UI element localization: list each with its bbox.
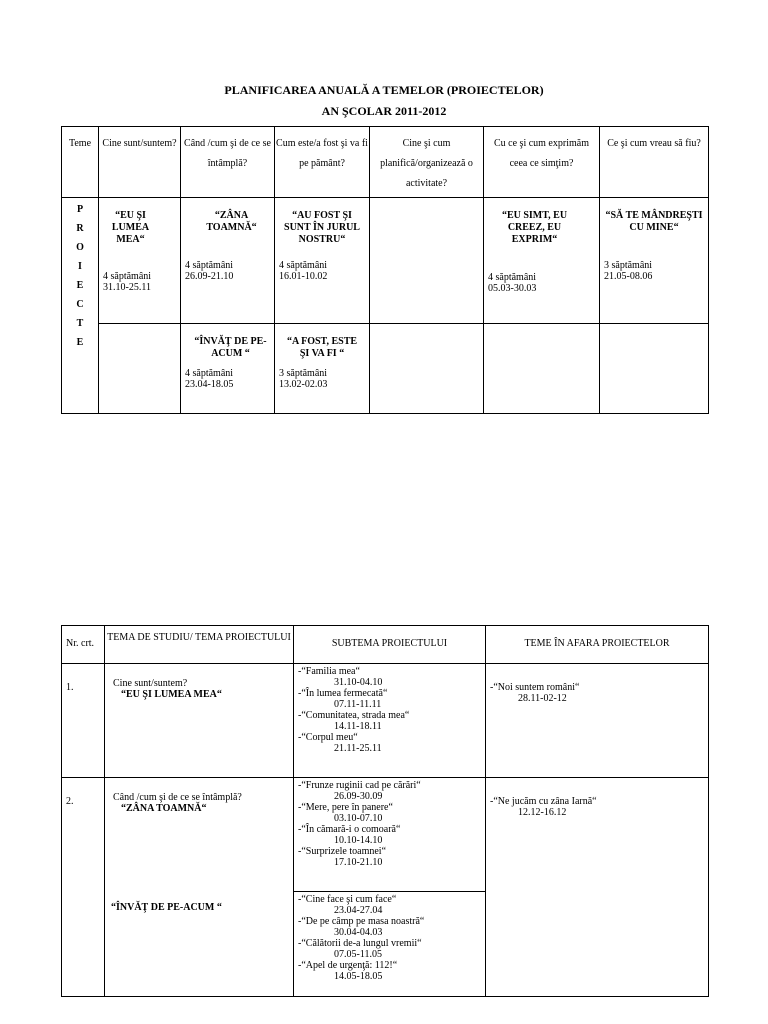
- project-dates: 26.09-21.10: [185, 271, 234, 282]
- subtheme-cell: [294, 892, 486, 997]
- project-dates: 23.04-18.05: [185, 379, 234, 390]
- project-cell: [181, 198, 275, 324]
- row-number: 1.: [62, 664, 105, 778]
- project-duration: 3 săptămâni: [279, 368, 328, 379]
- project-dates: 21.05-08.06: [604, 271, 653, 282]
- subtheme-item: -“În cămară-i o comoară“: [298, 824, 401, 835]
- subtheme-dates: 21.11-25.11: [334, 743, 382, 754]
- project-title: “ZÂNA TOAMNĂ“: [206, 210, 257, 233]
- project-dates: 31.10-25.11: [103, 282, 151, 293]
- project-duration: 4 săptămâni: [488, 272, 537, 283]
- table-header-row: [62, 626, 709, 664]
- project-duration: 4 săptămâni: [103, 271, 152, 282]
- subtheme-item: -“Corpul meu“: [298, 732, 358, 743]
- project-dates: 16.01-10.02: [279, 271, 328, 282]
- theme-question: Cine sunt/suntem?: [113, 678, 188, 689]
- project-cell: [600, 198, 709, 324]
- table-row: [62, 778, 709, 892]
- project-duration: 4 săptămâni: [185, 260, 234, 271]
- theme-cell: [105, 778, 294, 997]
- header-cell: Când /cum şi de ce se întâmplă?: [181, 127, 275, 198]
- annual-plan-table: [61, 126, 709, 414]
- vertical-letter: E: [76, 280, 84, 291]
- subtheme-dates: 03.10-07.10: [334, 813, 383, 824]
- theme-cell: [105, 664, 294, 778]
- header-cell: Cum este/a fost şi va fi pe pământ?: [275, 127, 370, 198]
- vertical-letter: C: [76, 299, 84, 310]
- table-row: [62, 664, 709, 778]
- vertical-letter: T: [76, 318, 84, 329]
- project-dates: 05.03-30.03: [488, 283, 537, 294]
- subtheme-table: [61, 625, 709, 997]
- header-cell: SUBTEMA PROIECTULUI: [294, 626, 486, 664]
- subtheme-dates: 26.09-30.09: [334, 791, 383, 802]
- theme-title: “ÎNVĂŢ DE PE-ACUM “: [111, 902, 222, 913]
- header-cell: Ce şi cum vreau să fiu?: [600, 127, 709, 198]
- project-cell: [99, 198, 181, 324]
- project-title: “A FOST, ESTE ŞI VA FI “: [286, 336, 358, 359]
- header-cell: Cine sunt/suntem?: [99, 127, 181, 198]
- vertical-letter: O: [76, 242, 84, 253]
- subtheme-item: -“În lumea fermecată“: [298, 688, 388, 699]
- vertical-letter: I: [78, 261, 82, 272]
- project-cell-empty: [370, 198, 484, 324]
- project-title: “EU SIMT, EU CREEZ, EU EXPRIM“: [501, 210, 568, 245]
- document-title: PLANIFICAREA ANUALĂ A TEMELOR (PROIECTELOR): [224, 83, 544, 97]
- project-cell-empty: [99, 324, 181, 414]
- table-row: [62, 198, 709, 324]
- subtheme-item: -“De pe câmp pe masa noastră“: [298, 916, 425, 927]
- project-duration: 4 săptămâni: [185, 368, 234, 379]
- header-cell: TEMA DE STUDIU/ TEMA PROIECTULUI: [105, 626, 294, 664]
- project-cell: [275, 198, 370, 324]
- project-cell: [484, 198, 600, 324]
- outside-theme-cell: [486, 664, 709, 778]
- subtheme-cell: [294, 778, 486, 892]
- project-title: “AU FOST ŞI SUNT ÎN JURUL NOSTRU“: [284, 210, 360, 245]
- vertical-label-proiecte: [62, 198, 99, 414]
- header-cell: Nr. crt.: [62, 626, 105, 664]
- subtheme-item: -“Cine face şi cum face“: [298, 894, 397, 905]
- theme-title: “EU ŞI LUMEA MEA“: [121, 689, 222, 700]
- subtheme-item: -“Surprizele toamnei“: [298, 846, 387, 857]
- subtheme-dates: 14.11-18.11: [334, 721, 382, 732]
- vertical-letter: P: [76, 204, 84, 215]
- subtheme-dates: 31.10-04.10: [334, 677, 383, 688]
- subtheme-cell: [294, 664, 486, 778]
- header-cell: TEME ÎN AFARA PROIECTELOR: [486, 626, 709, 664]
- subtheme-item: -“Frunze ruginii cad pe cărări“: [298, 780, 421, 791]
- table-header-row: [62, 127, 709, 198]
- project-title: “EU ŞI LUMEA MEA“: [111, 210, 150, 245]
- school-year-title: AN ŞCOLAR 2011-2012: [321, 104, 447, 118]
- outside-theme-item: -“Noi suntem români“: [490, 682, 580, 693]
- project-cell-empty: [600, 324, 709, 414]
- row-number: 2.: [62, 778, 105, 997]
- project-duration: 3 săptămâni: [604, 260, 653, 271]
- vertical-letter: R: [76, 223, 84, 234]
- vertical-letter: E: [76, 337, 84, 348]
- project-title: “ÎNVĂŢ DE PE-ACUM “: [194, 336, 267, 359]
- subtheme-item: -“Familia mea“: [298, 666, 360, 677]
- subtheme-dates: 07.05-11.05: [334, 949, 382, 960]
- theme-title: “ZÂNA TOAMNĂ“: [121, 803, 207, 814]
- subtheme-item: -“Mere, pere în panere“: [298, 802, 393, 813]
- project-cell: [181, 324, 275, 414]
- subtheme-item: -“Comunitatea, strada mea“: [298, 710, 410, 721]
- subtheme-dates: 17.10-21.10: [334, 857, 383, 868]
- subtheme-dates: 30.04-04.03: [334, 927, 383, 938]
- outside-theme-dates: 12.12-16.12: [518, 807, 567, 818]
- project-cell-empty: [484, 324, 600, 414]
- header-cell: Cine şi cum planifică/organizează o activitate?: [370, 127, 484, 198]
- theme-question: Când /cum şi de ce se întâmplă?: [113, 792, 242, 803]
- table-row: [62, 324, 709, 414]
- subtheme-dates: 07.11-11.11: [334, 699, 382, 710]
- outside-theme-dates: 28.11-02-12: [518, 693, 567, 704]
- subtheme-dates: 14.05-18.05: [334, 971, 383, 982]
- subtheme-item: -“Călătorii de-a lungul vremii“: [298, 938, 422, 949]
- project-cell-empty: [370, 324, 484, 414]
- subtheme-item: -“Apel de urgenţă: 112!“: [298, 960, 398, 971]
- outside-theme-item: -“Ne jucăm cu zâna Iarnă“: [490, 796, 597, 807]
- project-duration: 4 săptămâni: [279, 260, 328, 271]
- project-cell: [275, 324, 370, 414]
- header-cell: Teme: [62, 127, 99, 198]
- outside-theme-cell: [486, 778, 709, 997]
- subtheme-dates: 10.10-14.10: [334, 835, 383, 846]
- header-cell: Cu ce şi cum exprimăm ceea ce simţim?: [484, 127, 600, 198]
- project-dates: 13.02-02.03: [279, 379, 328, 390]
- subtheme-dates: 23.04-27.04: [334, 905, 383, 916]
- project-title: “SĂ TE MÂNDREŞTI CU MINE“: [605, 210, 703, 233]
